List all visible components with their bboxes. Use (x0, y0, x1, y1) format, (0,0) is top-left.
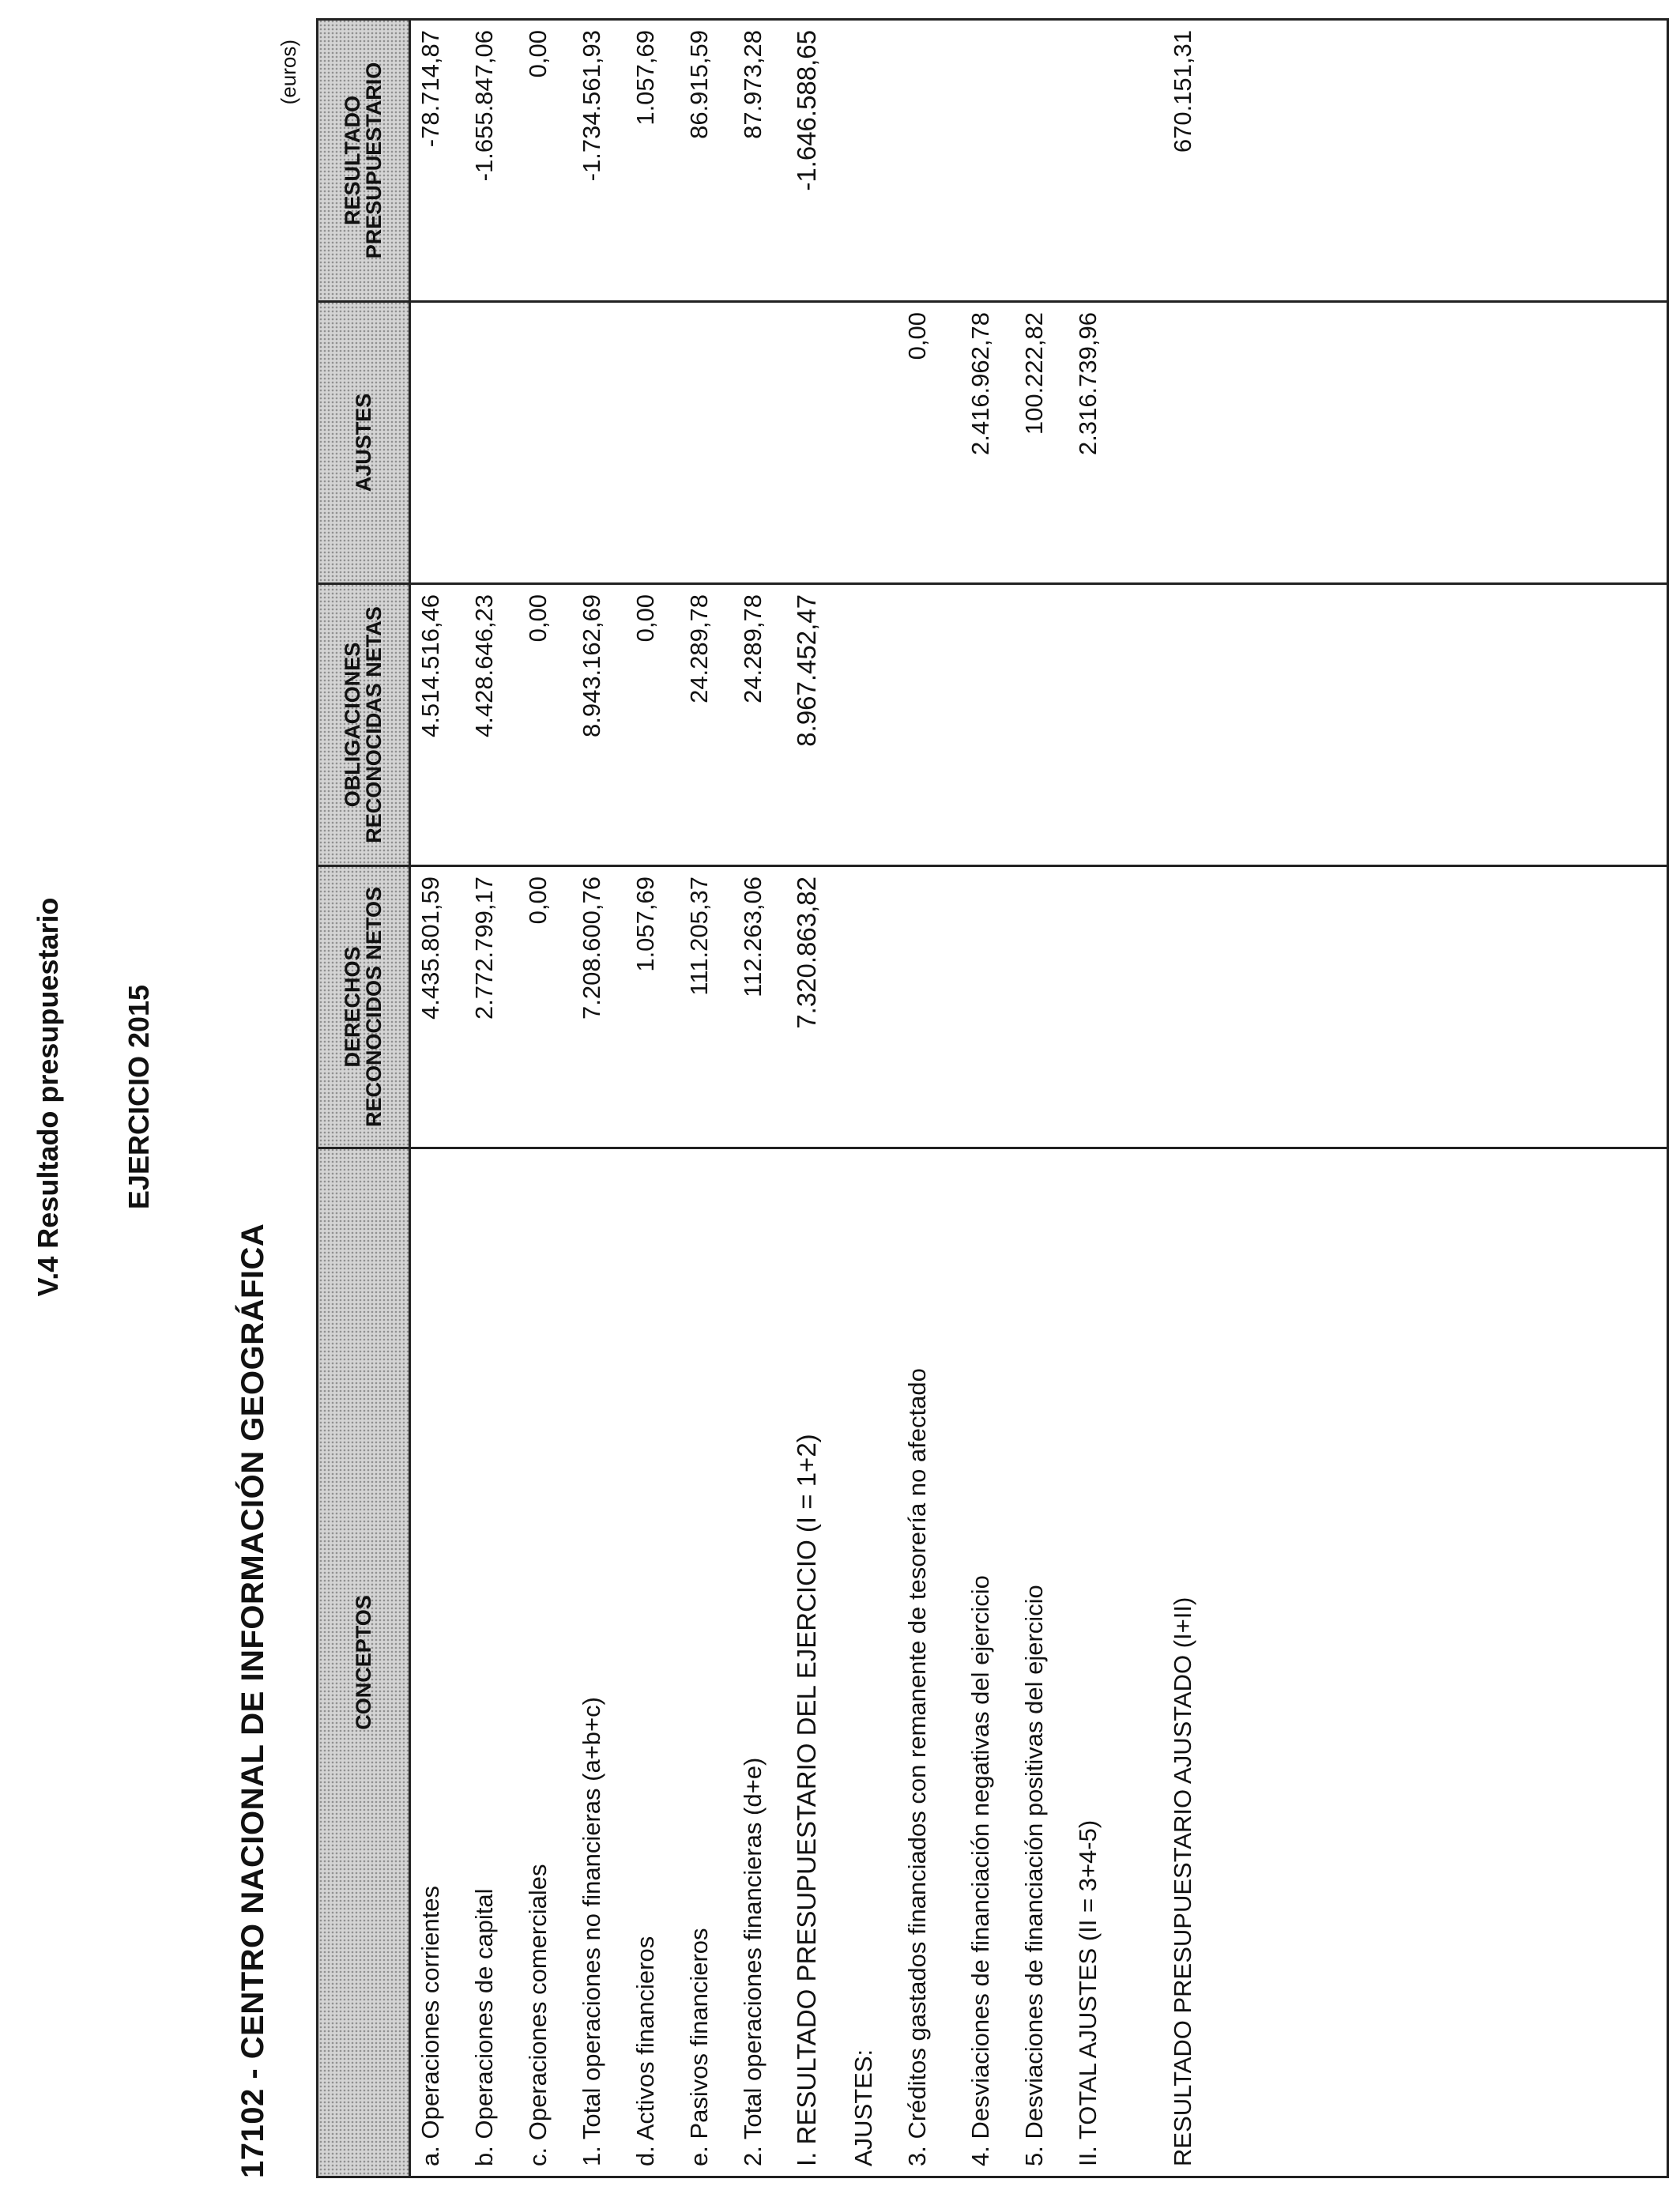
header-derechos: DERECHOS RECONOCIDOS NETOS (318, 866, 410, 1148)
row-value-obligaciones: 0,00 (524, 594, 552, 643)
row-value-obligaciones (961, 585, 1015, 865)
row-value-resultado: -1.646.588,65 (792, 30, 821, 191)
row-value-resultado: -1.655.847,06 (470, 30, 498, 182)
row-value-resultado: 86.915,59 (685, 30, 713, 139)
row-value-derechos (961, 867, 1015, 1147)
header-ajustes: AJUSTES (318, 302, 410, 584)
ajustes-column (410, 302, 1668, 584)
row-value-ajustes (787, 303, 844, 582)
row-value-ajustes (844, 303, 898, 582)
row-value-ajustes: 0,00 (903, 312, 931, 360)
row-concept: e. Pasivos financieros (685, 1928, 713, 2166)
row-value-derechos: 2.772.799,17 (470, 876, 498, 1020)
header-obligaciones: OBLIGACIONES RECONOCIDAS NETAS (318, 584, 410, 866)
concepts-column (410, 1148, 1668, 2177)
row-value-resultado (898, 21, 961, 300)
row-value-obligaciones: 8.967.452,47 (792, 594, 821, 747)
row-value-ajustes (465, 303, 518, 582)
row-concept: d. Activos financieros (631, 1936, 659, 2166)
row-value-obligaciones (898, 585, 961, 865)
row-value-ajustes (680, 303, 733, 582)
header-conceptos: CONCEPTOS (318, 1148, 410, 2177)
row-value-derechos: 1.057,69 (631, 876, 659, 972)
row-value-derechos: 112.263,06 (739, 876, 767, 997)
row-value-derechos (1068, 867, 1122, 1147)
row-concept: 5. Desviaciones de financiación positivas del ejercicio (1020, 1585, 1048, 2166)
row-value-obligaciones: 4.428.646,23 (470, 594, 498, 738)
row-value-resultado: -78.714,87 (416, 30, 444, 148)
row-value-derechos (1122, 867, 1217, 1147)
derechos-column (410, 866, 1668, 1148)
row-value-obligaciones (1068, 585, 1122, 865)
row-value-derechos: 0,00 (524, 876, 552, 925)
row-value-resultado: 87.973,28 (739, 30, 767, 139)
row-value-derechos: 111.205,37 (685, 876, 713, 996)
row-value-resultado (1015, 21, 1068, 300)
units-label: (euros) (277, 40, 300, 105)
row-concept: 1. Total operaciones no financieras (a+b+c) (578, 1697, 605, 2166)
row-concept: b. Operaciones de capital (470, 1888, 498, 2166)
row-value-derechos: 7.208.600,76 (578, 876, 605, 1020)
obligaciones-column (410, 584, 1668, 866)
row-value-ajustes (733, 303, 787, 582)
exercise-title: EJERCICIO 2015 (122, 984, 155, 1210)
row-value-resultado (844, 21, 898, 300)
row-concept: RESULTADO PRESUPUESTARIO AJUSTADO (I+II) (1169, 1596, 1196, 2166)
row-value-ajustes: 2.316.739,96 (1074, 312, 1102, 456)
row-concept: 2. Total operaciones financieras (d+e) (739, 1757, 767, 2166)
row-value-obligaciones: 8.943.162,69 (578, 594, 605, 738)
table-body-row (410, 20, 1668, 2177)
header-resultado: RESULTADO PRESUPUESTARIO (318, 20, 410, 302)
row-concept: 3. Créditos gastados financiados con remanente de tesorería no afectado (903, 1368, 931, 2166)
row-value-ajustes (572, 303, 626, 582)
row-value-derechos (844, 867, 898, 1147)
row-value-obligaciones (1122, 585, 1217, 865)
row-value-resultado (961, 21, 1015, 300)
row-value-ajustes: 100.222,82 (1020, 312, 1048, 435)
row-value-ajustes (626, 303, 680, 582)
row-value-resultado (1068, 21, 1122, 300)
row-value-resultado: -1.734.561,93 (578, 30, 605, 182)
row-value-obligaciones (844, 585, 898, 865)
row-concept: I. RESULTADO PRESUPUESTARIO DEL EJERCICIO (I = 1+2) (792, 1434, 821, 2166)
header-row (318, 20, 410, 2177)
row-value-derechos (1015, 867, 1068, 1147)
row-value-ajustes (518, 303, 572, 582)
row-value-derechos (898, 867, 961, 1147)
row-value-obligaciones (1015, 585, 1068, 865)
row-value-ajustes (1122, 303, 1217, 582)
row-value-derechos: 4.435.801,59 (416, 876, 444, 1020)
row-value-ajustes (411, 303, 465, 582)
row-value-resultado: 1.057,69 (631, 30, 659, 126)
row-concept: AJUSTES: (849, 2049, 877, 2166)
row-concept: c. Operaciones comerciales (524, 1864, 552, 2166)
row-value-obligaciones: 24.289,78 (739, 594, 767, 703)
resultado-column (410, 20, 1668, 302)
row-value-ajustes: 2.416.962,78 (966, 312, 994, 456)
row-value-obligaciones: 0,00 (631, 594, 659, 643)
entity-title: 17102 - CENTRO NACIONAL DE INFORMACIÓN GEOGRÁFICA (235, 1223, 270, 2178)
row-concept: 4. Desviaciones de financiación negativas del ejercicio (966, 1575, 994, 2166)
budget-result-table (316, 30, 1669, 2178)
row-concept: a. Operaciones corrientes (416, 1886, 444, 2166)
row-value-resultado: 670.151,31 (1169, 30, 1196, 153)
row-value-resultado: 0,00 (524, 30, 552, 78)
row-value-derechos: 7.320.863,82 (792, 876, 821, 1029)
row-concept: II. TOTAL AJUSTES (II = 3+4-5) (1074, 1819, 1102, 2166)
row-value-obligaciones: 4.514.516,46 (416, 594, 444, 738)
row-value-obligaciones: 24.289,78 (685, 594, 713, 703)
section-title: V.4 Resultado presupuestario (32, 897, 64, 1297)
